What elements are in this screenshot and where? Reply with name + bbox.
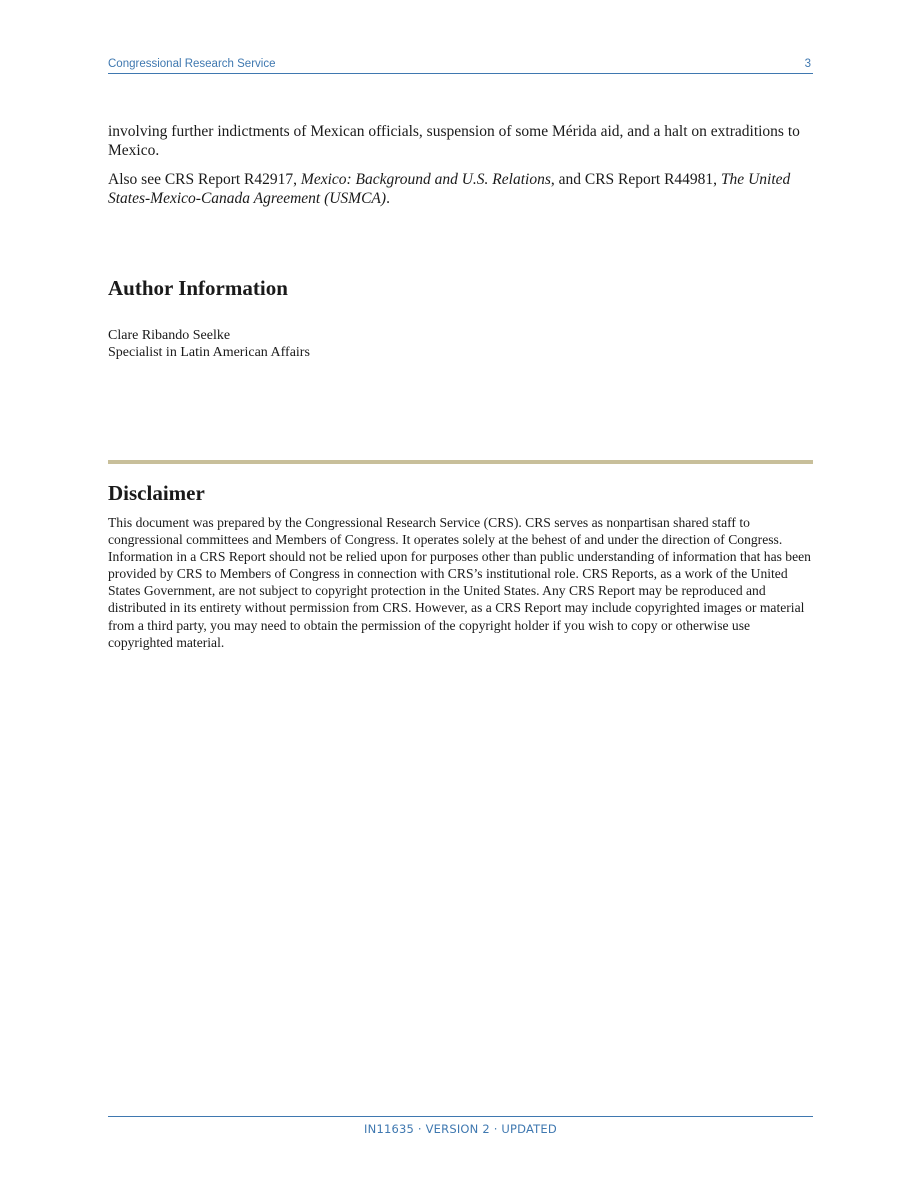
author-name: Clare Ribando Seelke [108, 328, 231, 343]
page-footer: IN11635 · VERSION 2 · UPDATED [108, 1116, 813, 1136]
paragraph-2-text-1: Also see CRS Report R42917, [108, 171, 301, 188]
header-org: Congressional Research Service [108, 58, 276, 70]
section-divider [108, 460, 813, 464]
body-text [108, 122, 813, 208]
author-heading: Author Information [108, 276, 288, 300]
paragraph-1: involving further indictments of Mexican officials, suspension of some Mérida aid, and a halt on extraditions to Mexico. [108, 123, 800, 159]
author-title: Specialist in Latin American Affairs [108, 345, 310, 360]
disclaimer-heading: Disclaimer [108, 481, 205, 505]
paragraph-2-text-2: , and CRS Report R44981, [550, 171, 721, 188]
disclaimer-text: This document was prepared by the Congressional Research Service (CRS). CRS serves as nonpartisan shared staff to congressional committees and Members of Congress. It operates solely at the behest of and under the direction of Congress. Information in a CRS Report should not be relied upon for purposes other than public understanding of information that has been provided by CRS to Members of Congress in connection with CRS’s institutional role. CRS Reports, as a work of the United States Government, are not subject to copyright protection in the United States. Any CRS Report may be reproduced and distributed in its entirety without permission from CRS. However, as a CRS Report may include copyrighted images or material from a third party, you may need to obtain the permission of the copyright holder if you wish to copy or otherwise use copyrighted material. [108, 515, 811, 650]
author-info [108, 327, 310, 361]
paragraph-2-text-3: . [386, 190, 390, 207]
report-title-2: The United States-Mexico-Canada Agreement (USMCA) [108, 171, 791, 207]
report-title-1: Mexico: Background and U.S. Relations [300, 171, 551, 188]
page-header [108, 57, 813, 74]
header-page-number: 3 [804, 58, 811, 70]
paragraph-2 [108, 170, 813, 208]
